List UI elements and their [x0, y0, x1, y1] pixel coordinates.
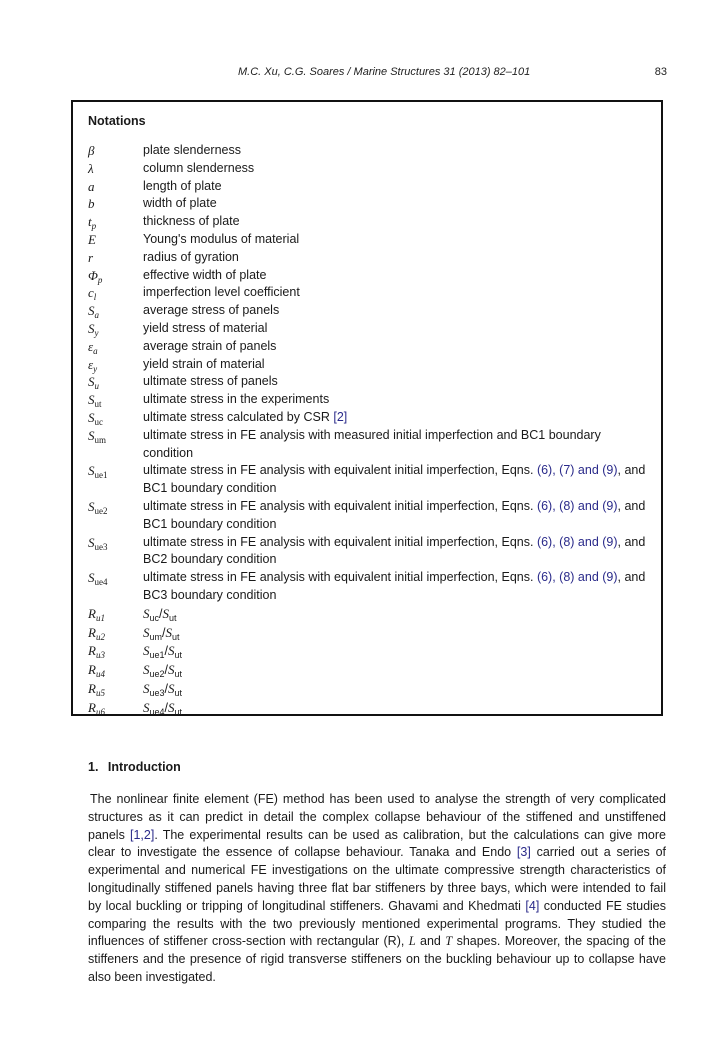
notation-symbol: $t_p$: [88, 214, 97, 232]
notation-symbol: $R_{u5}$: [88, 680, 105, 698]
notation-description: ultimate stress in FE analysis with equivalent initial imperfection, Eqns. (6), (8) and (9), and BC2 boundary condition: [143, 534, 646, 567]
notation-symbol: $\varepsilon_a$: [88, 338, 98, 356]
notation-symbol: $S_{ue4}$: [88, 570, 108, 588]
equation-link[interactable]: (6), (8) and (9): [536, 570, 618, 585]
notation-row: [88, 569, 653, 605]
notation-description: $S_{ue4}/S_{ut}$: [143, 699, 183, 717]
equation-link[interactable]: (6), (8) and (9): [536, 534, 618, 549]
notation-row: [88, 534, 653, 570]
notation-symbol: b: [88, 196, 95, 212]
notation-row: [88, 699, 653, 718]
notation-row: [88, 409, 653, 427]
notation-symbol: $S_{ue2}$: [88, 498, 108, 516]
notation-symbol: $S_{uc}$: [88, 409, 103, 427]
notations-list: [88, 142, 653, 718]
notation-row: [88, 605, 653, 624]
notation-symbol: $\varepsilon_y$: [88, 356, 98, 374]
equation-link[interactable]: (6), (8) and (9): [536, 498, 618, 513]
notation-row: [88, 661, 653, 680]
notation-description: effective width of plate: [143, 267, 267, 282]
notation-description: width of plate: [143, 196, 217, 211]
notations-box: [71, 100, 663, 716]
notation-symbol: $S_u$: [88, 374, 99, 392]
notations-title: Notations: [88, 114, 146, 128]
notation-description: ultimate stress in FE analysis with equivalent initial imperfection, Eqns. (6), (8) and (9), and BC3 boundary condition: [143, 570, 646, 602]
section-heading: [88, 760, 181, 774]
notation-description: ultimate stress calculated by CSR [2]: [143, 409, 348, 424]
notation-symbol: $c_l$: [88, 285, 97, 303]
notation-symbol: $R_{u1}$: [88, 605, 105, 623]
notation-description: average strain of panels: [143, 338, 277, 353]
notation-description: $S_{uc}/S_{ut}$: [143, 605, 177, 623]
notation-symbol: $S_{ue3}$: [88, 534, 108, 552]
notation-description: $S_{ue3}/S_{ut}$: [143, 680, 183, 698]
intro-paragraph: The nonlinear finite element (FE) method has been used to analyse the strength of very complicated structures as it can predict in detail the complex collapse behaviour of the stiffened and unstiffened panels [1,2]. The experimental results can be used as calibration, but the calculations can give more clear to investigate the essence of collapse behaviour. Tanaka and Endo [3] carried out a series of experimental and numerical FE investigations on the ultimate compressive strength characteristics of longitudinally stiffened panels having three flat bar stiffeners by three bays, which were intended to fail by local buckling or tripping of longitudinal stiffeners. Ghavami and Khedmati [4] conducted FE studies comparing the results with the two previously mentioned experimental programs. They studied the influences of stiffener cross-section with rectangular (R), L and T shapes. Moreover, the spacing of the stiffeners and the presence of rigid transverse stiffeners on the buckling behaviour up to collapse have also been investigated.: [88, 792, 667, 984]
notation-row: [88, 427, 653, 463]
journal-citation: M.C. Xu, C.G. Soares / Marine Structures 31 (2013) 82–101: [238, 66, 531, 78]
notation-description: $S_{ue1}/S_{ut}$: [143, 643, 183, 661]
notation-row: [88, 624, 653, 643]
notation-description: $S_{um}/S_{ut}$: [143, 624, 180, 642]
notation-symbol: $R_{u4}$: [88, 662, 105, 680]
notation-row: [88, 267, 653, 285]
notation-symbol: E: [88, 231, 96, 247]
notation-row: [88, 249, 653, 267]
notation-description: length of plate: [143, 178, 222, 193]
notation-row: [88, 642, 653, 661]
notation-symbol: $R_{u6}$: [88, 699, 105, 717]
notation-description: average stress of panels: [143, 303, 280, 318]
notation-description: yield strain of material: [143, 356, 265, 371]
notation-description: column slenderness: [143, 160, 255, 175]
notation-symbol: $S_{ut}$: [88, 392, 102, 410]
notation-symbol: $R_{u3}$: [88, 643, 105, 661]
notation-row: [88, 320, 653, 338]
notation-symbol: $\Phi_p$: [88, 267, 103, 285]
notation-description: $S_{ue2}/S_{ut}$: [143, 662, 183, 680]
section-number: 1.: [88, 760, 99, 774]
notation-description: thickness of plate: [143, 214, 240, 229]
notation-row: [88, 178, 653, 196]
notation-row: [88, 498, 653, 534]
notation-row: [88, 213, 653, 231]
notation-description: yield stress of material: [143, 320, 268, 335]
notation-description: ultimate stress in FE analysis with equivalent initial imperfection, Eqns. (6), (8) and (9), and BC1 boundary condition: [143, 498, 646, 531]
notation-description: radius of gyration: [143, 249, 239, 264]
notation-symbol: $S_a$: [88, 303, 99, 321]
notation-symbol: β: [88, 143, 95, 158]
notation-row: [88, 462, 653, 498]
notation-row: [88, 195, 653, 213]
citation-link[interactable]: [2]: [333, 409, 348, 424]
notation-row: [88, 373, 653, 391]
notation-symbol: a: [88, 178, 95, 194]
notation-description: ultimate stress in the experiments: [143, 392, 330, 407]
notation-row: [88, 391, 653, 409]
notation-row: [88, 302, 653, 320]
citation-link[interactable]: [1,2]: [129, 827, 155, 842]
notation-symbol: $R_{u2}$: [88, 624, 105, 642]
notation-symbol: $S_{ue1}$: [88, 463, 108, 481]
section-title: Introduction: [107, 760, 181, 774]
notation-row: [88, 142, 653, 160]
notation-row: [88, 160, 653, 178]
notation-symbol: $S_y$: [88, 320, 99, 338]
notation-symbol: $S_{um}$: [88, 427, 107, 445]
notation-description: ultimate stress in FE analysis with measured initial imperfection and BC1 boundary condition: [143, 427, 601, 460]
notation-row: [88, 284, 653, 302]
notation-row: [88, 356, 653, 374]
notation-description: plate slenderness: [143, 143, 241, 157]
notation-row: [88, 231, 653, 249]
notation-symbol: λ: [88, 160, 94, 176]
citation-link[interactable]: [4]: [525, 898, 540, 913]
citation-link[interactable]: [3]: [516, 845, 531, 860]
page-number: 83: [654, 66, 667, 78]
notation-row: [88, 338, 653, 356]
notation-symbol: r: [88, 249, 94, 265]
notation-description: imperfection level coefficient: [143, 285, 300, 300]
notation-row: [88, 680, 653, 699]
equation-link[interactable]: (6), (7) and (9): [536, 463, 618, 478]
notation-description: Young's modulus of material: [143, 231, 300, 246]
notation-description: ultimate stress of panels: [143, 374, 278, 389]
notation-description: ultimate stress in FE analysis with equivalent initial imperfection, Eqns. (6), (7) and (9), and BC1 boundary condition: [143, 463, 646, 496]
